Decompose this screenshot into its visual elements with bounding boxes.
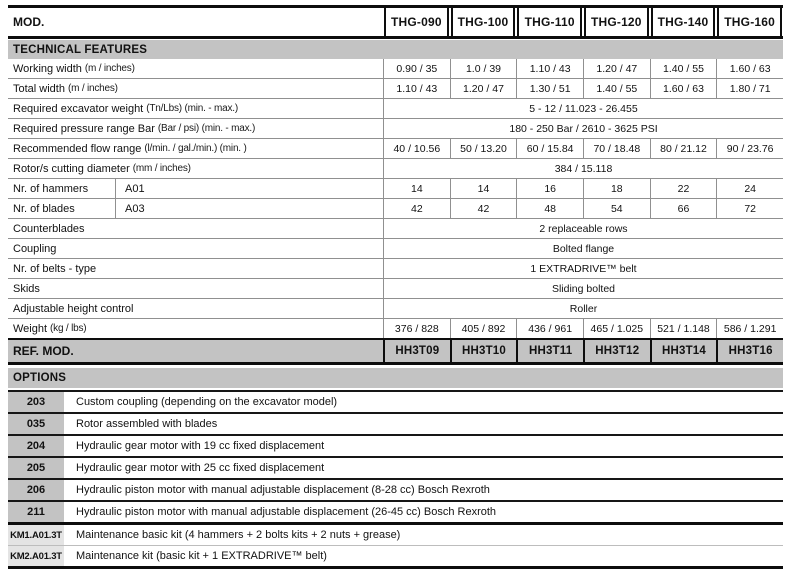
value-cell: 376 / 828 [383,319,450,338]
label-unit: (Bar / psi) (min. - max.) [157,123,256,134]
value-cell: 521 / 1.148 [650,319,717,338]
ref-mod-value: HH3T11 [516,340,583,362]
row-label [8,139,383,158]
option-description: Hydraulic gear motor with 25 cc fixed displacement [76,462,325,474]
row-nr-of-hammers [8,179,783,199]
option-row-km1-a01-3t [8,525,783,546]
value-cell: 42 [450,199,517,218]
technical-features-band: TECHNICAL FEATURES [8,40,783,59]
label-unit: (kg / lbs) [50,323,87,334]
row-label [8,259,383,278]
value-cell: 50 / 13.20 [450,139,517,158]
value-cell: 1.10 / 43 [516,59,583,78]
value-cell: 1.40 / 55 [583,79,650,98]
value-cell: 1.40 / 55 [650,59,717,78]
label-text: Counterblades [13,222,85,235]
option-description: Custom coupling (depending on the excavator model) [76,396,338,408]
value-cell: 42 [383,199,450,218]
value-cell: 60 / 15.84 [516,139,583,158]
span-value-cell: 180 - 250 Bar / 2610 - 3625 PSI [383,119,783,138]
span-value-cell: 2 replaceable rows [383,219,783,238]
option-row-203 [8,392,783,414]
label-text: Working width [13,62,82,75]
value-cell: 1.80 / 71 [716,79,783,98]
model-header-thg-120: THG-120 [584,8,649,36]
label-text: Nr. of blades [13,202,75,215]
span-value-cell: 384 / 15.118 [383,159,783,178]
ref-mod-value: HH3T12 [583,340,650,362]
model-header-thg-160: THG-160 [717,8,782,36]
row-working-width [8,59,783,79]
span-value-cell: Bolted flange [383,239,783,258]
row-label [8,219,383,238]
option-code: KM1.A01.3T [8,525,64,545]
option-row-206 [8,480,783,502]
row-label [8,239,383,258]
label-unit: (m / inches) [67,83,118,94]
value-cell: 1.30 / 51 [516,79,583,98]
value-cell: 72 [716,199,783,218]
option-code: 206 [8,480,64,500]
value-cell: 22 [650,179,717,198]
value-cell: 40 / 10.56 [383,139,450,158]
row-rotor-cutting-diameter [8,159,783,179]
item-code-cell: A01 [115,179,383,198]
row-label [8,119,383,138]
value-cell: 24 [716,179,783,198]
mod-header-cell: MOD. [13,15,45,29]
options-list [8,390,783,569]
row-adjustable-height-control [8,299,783,319]
row-skids [8,279,783,299]
option-description: Maintenance basic kit (4 hammers + 2 bolts kits + 2 nuts + grease) [76,529,401,541]
row-counterblades [8,219,783,239]
value-cell: 1.60 / 63 [716,59,783,78]
label-text: Required excavator weight [13,102,144,115]
option-row-204 [8,436,783,458]
value-cell: 80 / 21.12 [650,139,717,158]
model-header-thg-100: THG-100 [451,8,516,36]
value-cell: 586 / 1.291 [716,319,783,338]
value-cell: 1.0 / 39 [450,59,517,78]
ref-mod-label: REF. MOD. [13,344,74,358]
value-cell: 14 [450,179,517,198]
option-row-211 [8,502,783,525]
row-coupling [8,239,783,259]
row-label [8,159,383,178]
option-description: Rotor assembled with blades [76,418,218,430]
span-value-cell: 1 EXTRADRIVE™ belt [383,259,783,278]
label-text: Nr. of hammers [13,182,89,195]
value-cell: 405 / 892 [450,319,517,338]
ref-mod-value: HH3T10 [450,340,517,362]
row-nr-of-belts [8,259,783,279]
row-label [8,299,383,318]
value-cell: 70 / 18.48 [583,139,650,158]
value-cell: 16 [516,179,583,198]
value-cell: 90 / 23.76 [716,139,783,158]
row-recommended-flow-range [8,139,783,159]
value-cell: 0.90 / 35 [383,59,450,78]
row-required-excavator-weight [8,99,783,119]
model-header-row [8,5,783,39]
item-code-cell: A03 [115,199,383,218]
option-description: Hydraulic gear motor with 19 cc fixed displacement [76,440,325,452]
ref-mod-value: HH3T14 [650,340,717,362]
value-cell: 54 [583,199,650,218]
row-label [8,79,383,98]
label-text: Rotor/s cutting diameter [13,162,130,175]
span-value-cell: 5 - 12 / 11.023 - 26.455 [383,99,783,118]
value-cell: 18 [583,179,650,198]
option-code: 204 [8,436,64,456]
ref-mod-value: HH3T16 [716,340,783,362]
value-cell: 465 / 1.025 [583,319,650,338]
row-label [8,199,115,218]
option-row-035 [8,414,783,436]
model-header-thg-110: THG-110 [517,8,582,36]
value-cell: 1.20 / 47 [450,79,517,98]
model-header-thg-090: THG-090 [384,8,449,36]
row-nr-of-blades [8,199,783,219]
value-cell: 1.60 / 63 [650,79,717,98]
row-label [8,279,383,298]
options-band: OPTIONS [8,368,783,388]
label-unit: (Tn/Lbs) (min. - max.) [146,103,238,114]
row-label [8,59,383,78]
label-text: Total width [13,82,65,95]
row-label [8,99,383,118]
row-label [8,179,115,198]
option-description: Hydraulic piston motor with manual adjustable displacement (26-45 cc) Bosch Rexroth [76,506,497,518]
label-unit: (m / inches) [84,63,135,74]
option-code: KM2.A01.3T [8,546,64,566]
option-code: 035 [8,414,64,434]
row-total-width [8,79,783,99]
span-value-cell: Roller [383,299,783,318]
label-text: Recommended flow range [13,142,142,155]
label-text: Skids [13,282,40,295]
model-header-thg-140: THG-140 [651,8,716,36]
option-description: Maintenance kit (basic kit + 1 EXTRADRIVE™ belt) [76,550,327,562]
row-required-pressure-range [8,119,783,139]
row-label [8,319,383,338]
row-weight [8,319,783,338]
value-cell: 1.20 / 47 [583,59,650,78]
option-row-205 [8,458,783,480]
label-text: Nr. of belts - type [13,262,97,275]
value-cell: 436 / 961 [516,319,583,338]
option-code: 203 [8,392,64,412]
option-description: Hydraulic piston motor with manual adjustable displacement (8-28 cc) Bosch Rexroth [76,484,490,496]
ref-mod-row [8,338,783,365]
ref-mod-value: HH3T09 [383,340,450,362]
label-text: Weight [13,322,48,335]
spec-table [8,5,783,569]
value-cell: 66 [650,199,717,218]
value-cell: 14 [383,179,450,198]
value-cell: 1.10 / 43 [383,79,450,98]
option-code: 205 [8,458,64,478]
label-unit: (mm / inches) [132,163,191,174]
label-text: Coupling [13,242,57,255]
value-cell: 48 [516,199,583,218]
span-value-cell: Sliding bolted [383,279,783,298]
label-text: Adjustable height control [13,302,134,315]
option-code: 211 [8,502,64,522]
label-unit: (l/min. / gal./min.) (min. ) [144,143,247,154]
label-text: Required pressure range Bar [13,122,155,135]
